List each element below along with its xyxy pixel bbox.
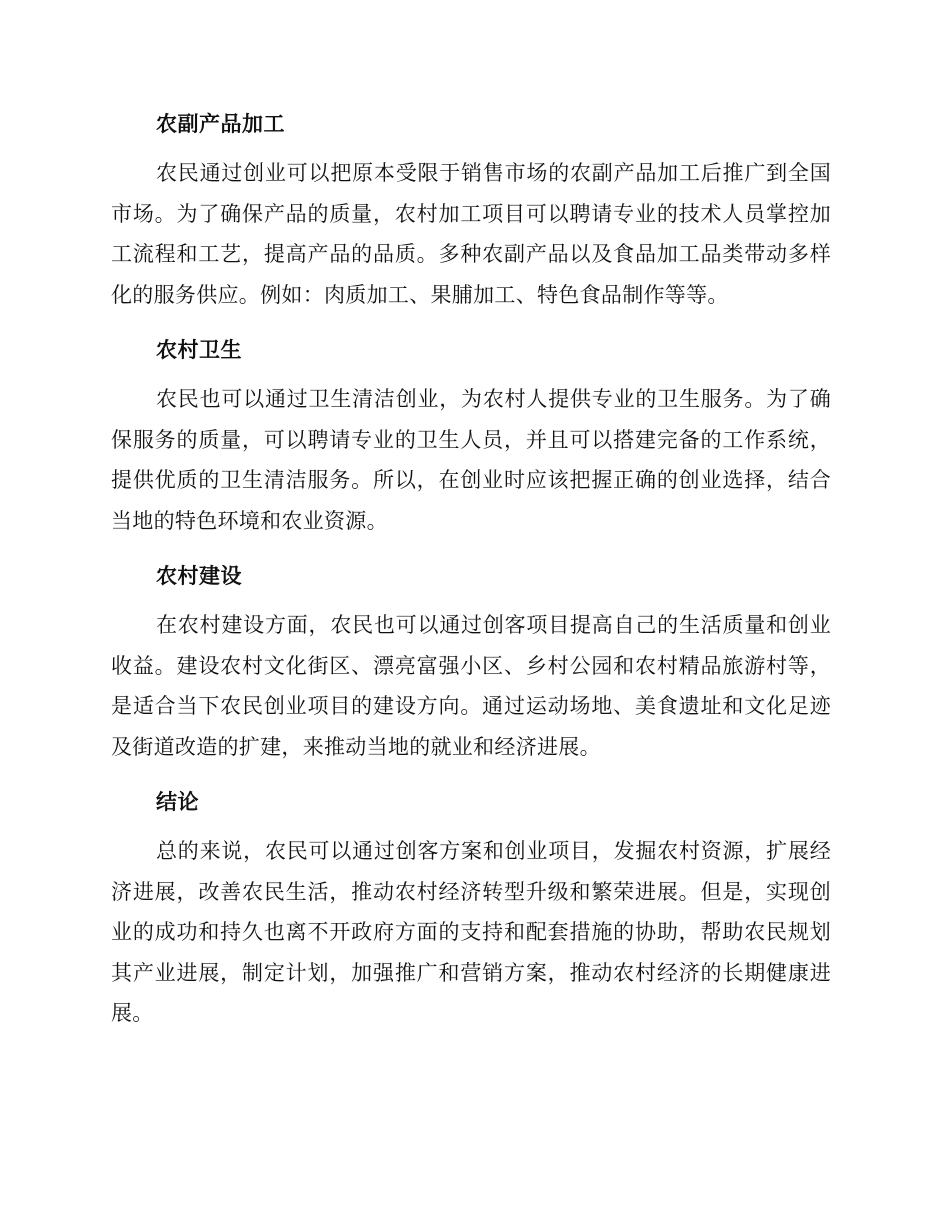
section-heading-rural-sanitation: 农村卫生 (156, 338, 242, 362)
section-body-agri-processing: 农民通过创业可以把原本受限于销售市场的农副产品加工后推广到全国市场。为了确保产品的质量，农村加工项目可以聘请专业的技术人员掌控加工流程和工艺，提高产品的品质。多种农副产品以及食品加工品类带动多样化的服务供应。例如：肉质加工、果脯加工、特色食品制作等等。 (111, 161, 831, 307)
section-body-conclusion: 总的来说，农民可以通过创客方案和创业项目，发掘农村资源，扩展经济进展，改善农民生活，推动农村经济转型升级和繁荣进展。但是，实现创业的成功和持久也离不开政府方面的支持和配套措施的协助，帮助农民规划其产业进展，制定计划，加强推广和营销方案，推动农村经济的长期健康进展。 (111, 839, 831, 1025)
section-heading-rural-construction: 农村建设 (156, 564, 242, 588)
section-heading-conclusion: 结论 (156, 790, 199, 814)
section-body-rural-construction: 在农村建设方面，农民也可以通过创客项目提高自己的生活质量和创业收益。建设农村文化街区、漂亮富强小区、乡村公园和农村精品旅游村等，是适合当下农民创业项目的建设方向。通过运动场地、美食遗址和文化足迹及街道改造的扩建，来推动当地的就业和经济进展。 (111, 613, 831, 759)
section-heading-agri-processing: 农副产品加工 (156, 112, 285, 136)
document-page (111, 104, 831, 1049)
section-body-rural-sanitation: 农民也可以通过卫生清洁创业，为农村人提供专业的卫生服务。为了确保服务的质量，可以聘请专业的卫生人员，并且可以搭建完备的工作系统，提供优质的卫生清洁服务。所以，在创业时应该把握正确的创业选择，结合当地的特色环境和农业资源。 (111, 387, 831, 533)
